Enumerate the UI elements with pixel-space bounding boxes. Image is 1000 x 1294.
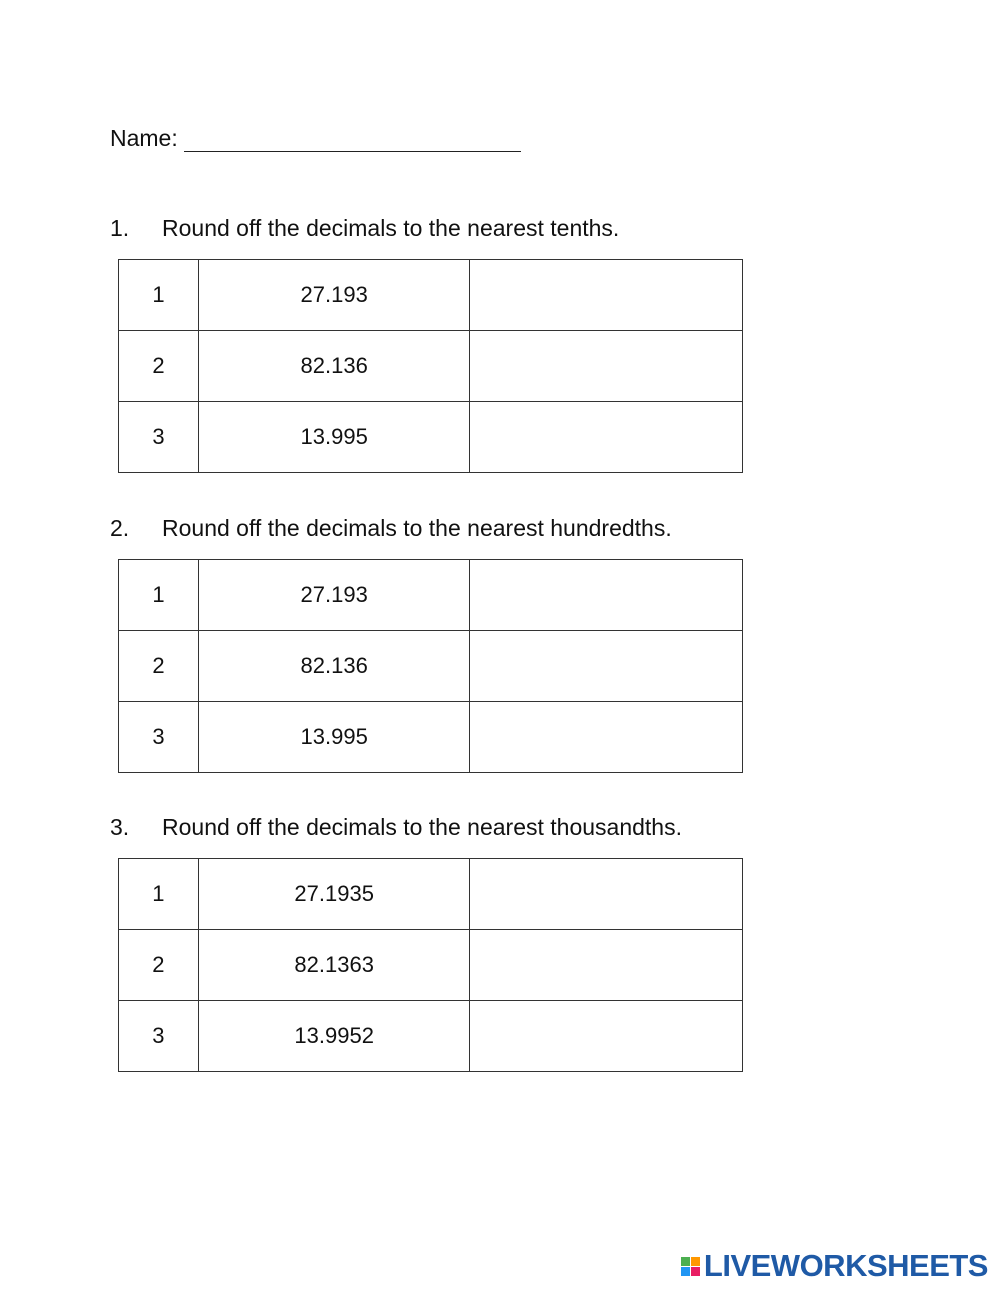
section-1 bbox=[110, 214, 810, 473]
answer-cell bbox=[470, 702, 743, 773]
decimal-value: 82.136 bbox=[198, 631, 470, 702]
brand-text: LIVEWORKSHEETS bbox=[703, 1248, 988, 1283]
decimal-value: 13.995 bbox=[198, 402, 470, 473]
logo-square-pink bbox=[691, 1267, 700, 1276]
rounding-table bbox=[118, 559, 743, 773]
decimal-value: 27.193 bbox=[198, 260, 470, 331]
answer-cell bbox=[470, 331, 743, 402]
row-index: 3 bbox=[119, 1001, 199, 1072]
answer-cell bbox=[470, 1001, 743, 1072]
table-row bbox=[119, 1001, 743, 1072]
row-index: 2 bbox=[119, 331, 199, 402]
decimal-value: 82.136 bbox=[198, 331, 470, 402]
rounding-table bbox=[118, 259, 743, 473]
row-index: 1 bbox=[119, 859, 199, 930]
answer-input[interactable] bbox=[470, 402, 746, 472]
section-3 bbox=[110, 813, 810, 1072]
rounding-table bbox=[118, 858, 743, 1072]
table-row bbox=[119, 631, 743, 702]
answer-input[interactable] bbox=[470, 260, 746, 330]
answer-cell bbox=[470, 260, 743, 331]
answer-input[interactable] bbox=[470, 631, 746, 701]
logo-square-blue bbox=[681, 1267, 690, 1276]
answer-input[interactable] bbox=[470, 859, 746, 929]
section-2 bbox=[110, 514, 810, 773]
section-instruction: Round off the decimals to the nearest hundredths. bbox=[162, 515, 672, 541]
row-index: 1 bbox=[119, 260, 199, 331]
section-heading bbox=[110, 214, 810, 242]
name-answer-line[interactable] bbox=[184, 128, 521, 152]
section-number: 3. bbox=[110, 814, 130, 840]
answer-cell bbox=[470, 631, 743, 702]
decimal-value: 27.193 bbox=[198, 560, 470, 631]
table-row bbox=[119, 930, 743, 1001]
answer-cell bbox=[470, 560, 743, 631]
liveworksheets-brand bbox=[681, 1248, 988, 1284]
decimal-value: 82.1363 bbox=[198, 930, 470, 1001]
table-row bbox=[119, 331, 743, 402]
section-instruction: Round off the decimals to the nearest thousandths. bbox=[162, 814, 682, 840]
section-heading bbox=[110, 514, 810, 542]
section-number: 2. bbox=[110, 515, 130, 541]
answer-input[interactable] bbox=[470, 930, 746, 1000]
name-row bbox=[110, 118, 521, 152]
answer-cell bbox=[470, 402, 743, 473]
table-row bbox=[119, 560, 743, 631]
answer-input[interactable] bbox=[470, 560, 746, 630]
answer-input[interactable] bbox=[470, 702, 746, 772]
answer-input[interactable] bbox=[470, 1001, 746, 1071]
section-instruction: Round off the decimals to the nearest tenths. bbox=[162, 215, 620, 241]
table-row bbox=[119, 260, 743, 331]
table-row bbox=[119, 402, 743, 473]
answer-input[interactable] bbox=[470, 331, 746, 401]
logo-square-orange bbox=[691, 1257, 700, 1266]
decimal-value: 27.1935 bbox=[198, 859, 470, 930]
liveworksheets-logo-icon bbox=[681, 1257, 700, 1276]
answer-cell bbox=[470, 930, 743, 1001]
section-heading bbox=[110, 813, 810, 841]
row-index: 2 bbox=[119, 930, 199, 1001]
row-index: 3 bbox=[119, 402, 199, 473]
row-index: 3 bbox=[119, 702, 199, 773]
decimal-value: 13.995 bbox=[198, 702, 470, 773]
row-index: 2 bbox=[119, 631, 199, 702]
table-row bbox=[119, 859, 743, 930]
answer-cell bbox=[470, 859, 743, 930]
name-label: Name: bbox=[110, 125, 178, 151]
row-index: 1 bbox=[119, 560, 199, 631]
decimal-value: 13.9952 bbox=[198, 1001, 470, 1072]
logo-square-green bbox=[681, 1257, 690, 1266]
section-number: 1. bbox=[110, 215, 130, 241]
table-row bbox=[119, 702, 743, 773]
